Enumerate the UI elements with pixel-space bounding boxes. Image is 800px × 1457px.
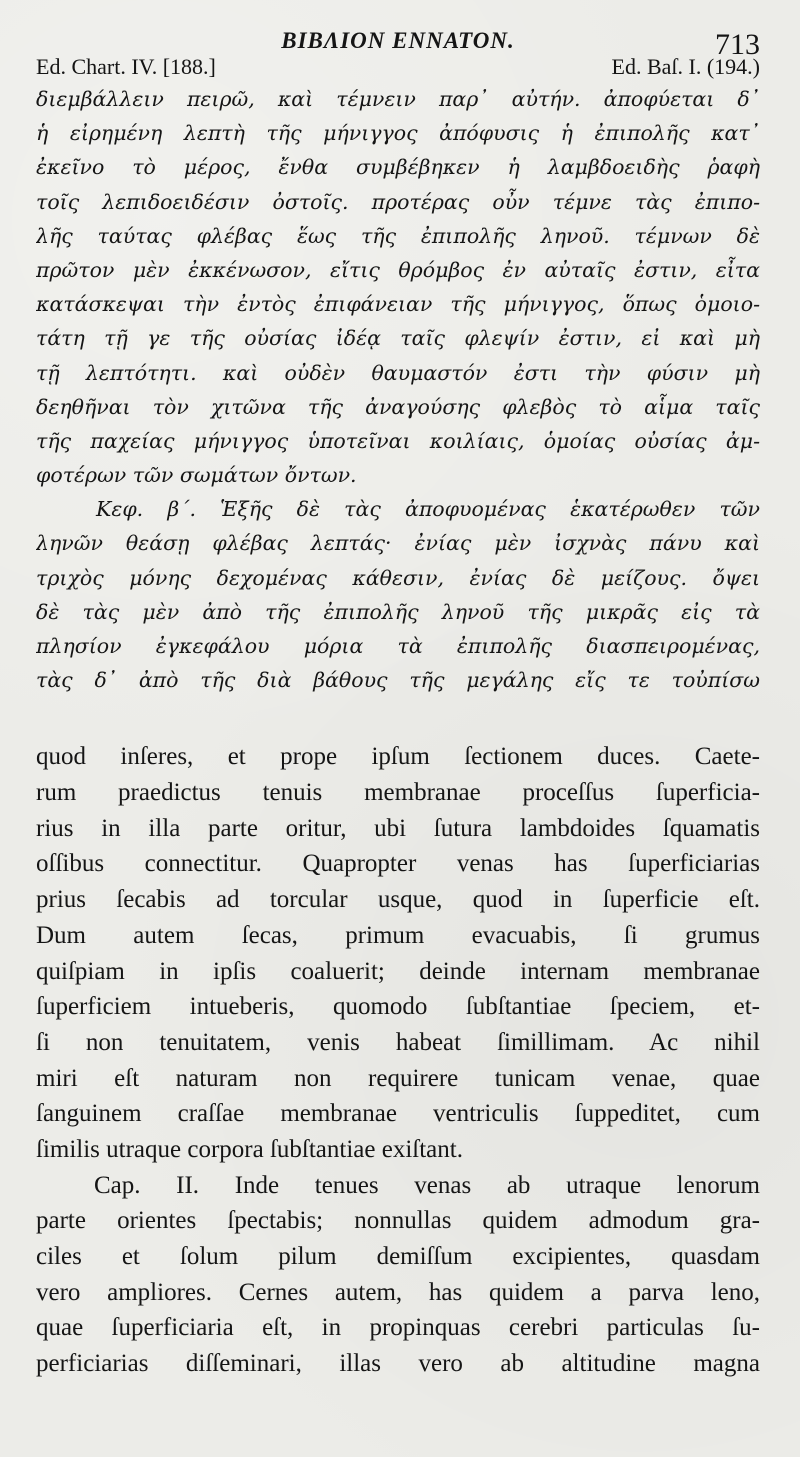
latin-line: rum praedictus tenuis membranae proceſſus ſuperficia- (36, 779, 760, 807)
page-number: 713 (715, 28, 760, 61)
greek-line: λῆς ταύτας φλέβας ἕως τῆς ἐπιπολῆς ληνοῦ. τέμνων δὲ (36, 223, 760, 248)
latin-line: quae ſuperficiaria eſt, in propinquas cerebri particulas ſu- (36, 1314, 760, 1342)
greek-line: φοτέρων τῶν σωμάτων ὄντων. (36, 463, 357, 488)
greek-chapter-heading-line: Κεφ. β΄. Ἑξῆς δὲ τὰς ἀποφυομένας ἑκατέρωθεν τῶν (96, 497, 760, 522)
latin-line: Dum autem ſecas, primum evacuabis, ſi grumus (36, 921, 760, 949)
latin-line: ſi non tenuitatem, venis habeat ſimillimam. Ac nihil (36, 1028, 760, 1056)
greek-line: δεηθῆναι τὸν χιτῶνα τῆς ἀναγούσης φλεβὸς τὸ αἷμα ταῖς (36, 394, 760, 419)
greek-line: πρῶτον μὲν ἐκκένωσον, εἴτις θρόμβος ἐν αὐταῖς ἐστιν, εἶτα (36, 257, 760, 282)
latin-line: oſſibus connectitur. Quapropter venas has ſuperficiarias (36, 850, 760, 878)
latin-chapter-heading-line: Cap. II. Inde tenues venas ab utraque lenorum (94, 1171, 760, 1199)
greek-line: τριχὸς μόνης δεχομένας κάθεσιν, ἐνίας δὲ μείζους. ὄψει (36, 565, 760, 590)
latin-line: quod inſeres, et prope ipſum ſectionem duces. Caete- (36, 743, 760, 771)
latin-text-block (36, 739, 760, 1381)
greek-line: ἡ εἰρημένη λεπτὴ τῆς μήνιγγος ἀπόφυσις ἡ ἐπιπολῆς κατ᾽ (36, 121, 760, 146)
section-divider-gap (36, 697, 760, 739)
greek-line: τάτη τῇ γε τῆς οὐσίας ἰδέᾳ ταῖς φλεψίν ἐστιν, εἰ καὶ μὴ (36, 326, 760, 351)
latin-line: parte orientes ſpectabis; nonnullas quidem admodum gra- (36, 1207, 760, 1235)
greek-line: διεμβάλλειν πειρῶ, καὶ τέμνειν παρ᾽ αὐτήν. ἀποφύεται δ᾽ (36, 87, 760, 111)
greek-line: τοῖς λεπιδοειδέσιν ὀστοῖς. προτέρας οὖν τέμνε τὰς ἐπιπο- (36, 189, 760, 214)
latin-line: miri eſt naturam non requirere tunicam venae, quae (36, 1064, 760, 1092)
latin-line: ſanguinem craſſae membranae ventriculis ſuppeditet, cum (36, 1100, 760, 1128)
greek-line: ληνῶν θεάσῃ φλέβας λεπτάς· ἐνίας μὲν ἰσχνὰς πάνυ καὶ (36, 531, 760, 556)
latin-line: ciles et ſolum pilum demiſſum excipientes, quasdam (36, 1243, 760, 1270)
edition-reference-right: Ed. Baſ. I. (194.) (611, 54, 760, 79)
latin-line: ſimilis utraque corpora ſubſtantiae exiſtant. (36, 1135, 463, 1163)
running-title: BIBΛΙΟΝ ΕΝΝΑΤΟΝ. (281, 28, 515, 53)
latin-line: quiſpiam in ipſis coaluerit; deinde internam membranae (36, 957, 760, 985)
greek-line: τὰς δ᾽ ἀπὸ τῆς διὰ βάθους τῆς μεγάλης εἴς τε τοὐπίσω (36, 668, 760, 693)
latin-line: prius ſecabis ad torcular usque, quod in ſuperficie eſt. (36, 886, 760, 914)
greek-text-block (36, 82, 760, 697)
greek-line: δὲ τὰς μὲν ἀπὸ τῆς ἐπιπολῆς ληνοῦ τῆς μικρᾶς εἰς τὰ (36, 599, 760, 624)
latin-line: rius in illa parte oritur, ubi ſutura lambdoides ſquamatis (36, 814, 760, 842)
greek-line: τῇ λεπτότητι. καὶ οὐδὲν θαυμαστόν ἐστι τὴν φύσιν μὴ (36, 360, 760, 385)
running-head (36, 0, 760, 61)
edition-reference-line (36, 52, 760, 82)
latin-line: perficiarias diſſeminari, illas vero ab altitudine magna (36, 1350, 760, 1378)
greek-line: πλησίον ἐγκεφάλου μόρια τὰ ἐπιπολῆς διασπειρομένας, (36, 634, 760, 658)
latin-line: ſuperficiem intueberis, quomodo ſubſtantiae ſpeciem, et- (36, 993, 760, 1021)
greek-line: ἐκεῖνο τὸ μέρος, ἔνθα συμβέβηκεν ἡ λαμβδοειδὴς ῥαφὴ (36, 155, 760, 180)
greek-line: τῆς παχείας μήνιγγος ὑποτεῖναι κοιλίαις, ὁμοίας οὐσίας ἀμ- (36, 428, 760, 453)
edition-reference-left: Ed. Chart. IV. [188.] (36, 54, 216, 79)
latin-line: vero ampliores. Cernes autem, has quidem a parva leno, (36, 1278, 760, 1306)
greek-line: κατάσκεψαι τὴν ἐντὸς ἐπιφάνειαν τῆς μήνιγγος, ὅπως ὁμοιο- (36, 292, 760, 317)
